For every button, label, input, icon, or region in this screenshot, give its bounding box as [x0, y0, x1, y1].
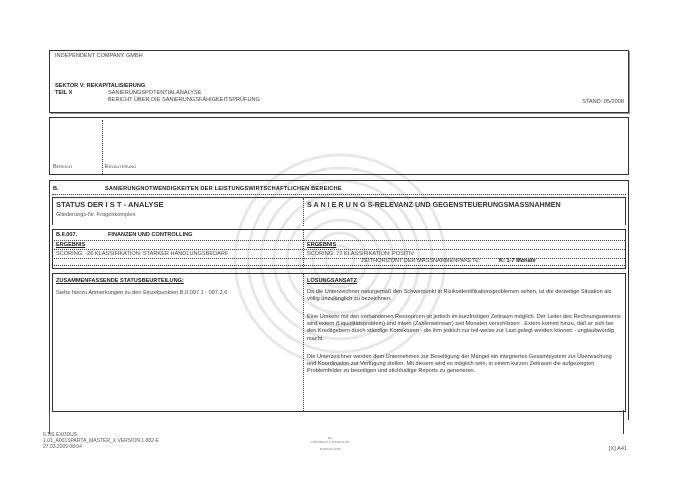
footer-line1: ILTIS EXODUS	[43, 432, 78, 438]
footer-line3: 27.03.2009 08:04	[43, 444, 82, 450]
section-number: B.	[53, 186, 59, 192]
footer-center-line3: EXODUS.COM	[319, 447, 341, 451]
summary-text: Siehe hierzu Anmerkungen zu den Einzelpunkten B.II.007.1 - 007.2.6	[56, 290, 228, 296]
item-rule-4	[54, 265, 625, 266]
status-header-box	[52, 197, 626, 225]
company-name: INDEPENDENT COMPANY GMBH	[55, 53, 143, 59]
footer-line2: 1.01_A001SPARTA_MASTER_X VERSION 1.882-E	[43, 438, 159, 444]
footer-info	[43, 432, 159, 450]
sanierungsrelevanz-title: S A N I E R U N G S-RELEVANZ UND GEGENSTEUERUNGSMASSNAHMEN	[307, 200, 561, 209]
loesungsansatz-paragraph-1: Da die Unterzeichner naturgemäß den Schwerpunkt in Risikoidentifikationsproblemen sehen, ist die derzeitige Situation als völlig unzulänglich zu bezeichnen.	[307, 289, 612, 303]
zeithorizont-value: K: 1-7 Monate	[499, 258, 536, 264]
zeithorizont-label: ZEITHORIZONT DER MASSNAHMENPAKETE:	[361, 258, 481, 264]
section-title: SANIERUNGNOTWENDIGKEITEN DER LEISTUNGSWIRTSCHAFTLICHEN BEREICHE	[105, 186, 342, 192]
item-box	[52, 229, 626, 269]
teil-line2: BERICHT ÜBER DIE SANIERUNGSFÄHIGKEITSPRÜFUNG	[108, 97, 260, 103]
summary-box	[52, 273, 626, 412]
footer-center-line1: iltis	[327, 436, 333, 440]
item-title: FINANZEN UND CONTROLLING	[108, 232, 193, 238]
item-rule-1	[54, 240, 625, 241]
left-border-stub	[49, 410, 50, 434]
right-scoring: SCORING: 72 KLASSIFIKATION: POSITIV	[307, 251, 415, 257]
legend-divider	[102, 120, 103, 174]
main-section-box	[49, 180, 629, 420]
loesungsansatz-title: LÖSUNGSANSATZ	[307, 278, 357, 284]
right-border-stub	[623, 410, 624, 434]
legend-box	[49, 117, 629, 175]
bereich-label: Bereich	[53, 164, 72, 170]
status-ist-subtitle: Gliederungs-Nr. Fragenkomplex	[56, 212, 136, 218]
footer-copyright	[300, 436, 360, 451]
item-rule-3	[54, 258, 625, 259]
page-number: [X] A41	[609, 446, 628, 452]
right-ergebnis-label: ERGEBNIS	[307, 242, 337, 248]
item-rule-2	[54, 249, 625, 250]
section-title-rule	[52, 194, 626, 195]
stand-date: STAND: 05/2008	[582, 99, 624, 105]
left-ergebnis-label: ERGEBNIS	[56, 242, 86, 248]
item-code: B.II.007.	[56, 232, 78, 238]
status-ist-title: STATUS DER I S T - ANALYSE	[56, 200, 164, 209]
status-divider	[303, 198, 304, 226]
sektor-title: SEKTOR V: REKAPITALISIERUNG	[55, 83, 146, 89]
header-box	[49, 50, 629, 113]
footer-center-line2: COPYRIGHT ® EXODUS BY	[310, 440, 350, 444]
summary-title: ZUSAMMENFASSENDE STATUSBEURTEILUNG:	[56, 278, 184, 284]
teil-label: TEIL X	[55, 90, 73, 96]
erlaeuterung-label: Erläuterung	[105, 164, 137, 170]
teil-line1: SANIERUNGSPOTENTIALANALYSE	[108, 90, 202, 96]
loesungsansatz-paragraph-3: Die Unterzeichner werden dem Unternehmen zur Beseitigung der Mängel ein integriertes Gesamtsystem zur Überwachung und Koordination zur Verfügung stellen. Mit diesem wird es möglich sein, in einem kurzen Zeitraum die aufgezeigten Problemfelder zu beseitigen und stichhaltige Reports zu generieren.	[307, 354, 612, 375]
loesungsansatz-paragraph-2: Eine Umkehr mit den vorhandenen Ressourcen ist jedoch im kurzfristigen Zeitraum möglich. Der Leiter des Rechnungswesens wird extern (Liquiditätsproblem) und intern (Zahlenwirrwarr) seit Monaten verschlissen . Extern kommt hinzu, daß er sich bei den Kreditgebern durch ständige Korrekturen - die ihm jedoch nur teil-weise zur Last gelegt werden können - unglaubwürdig macht.	[307, 314, 621, 342]
left-scoring: SCORING: -26 KLASSIFIKATION: STARKER HANDLUNGSBEDARF	[56, 251, 229, 257]
summary-divider	[303, 274, 304, 411]
